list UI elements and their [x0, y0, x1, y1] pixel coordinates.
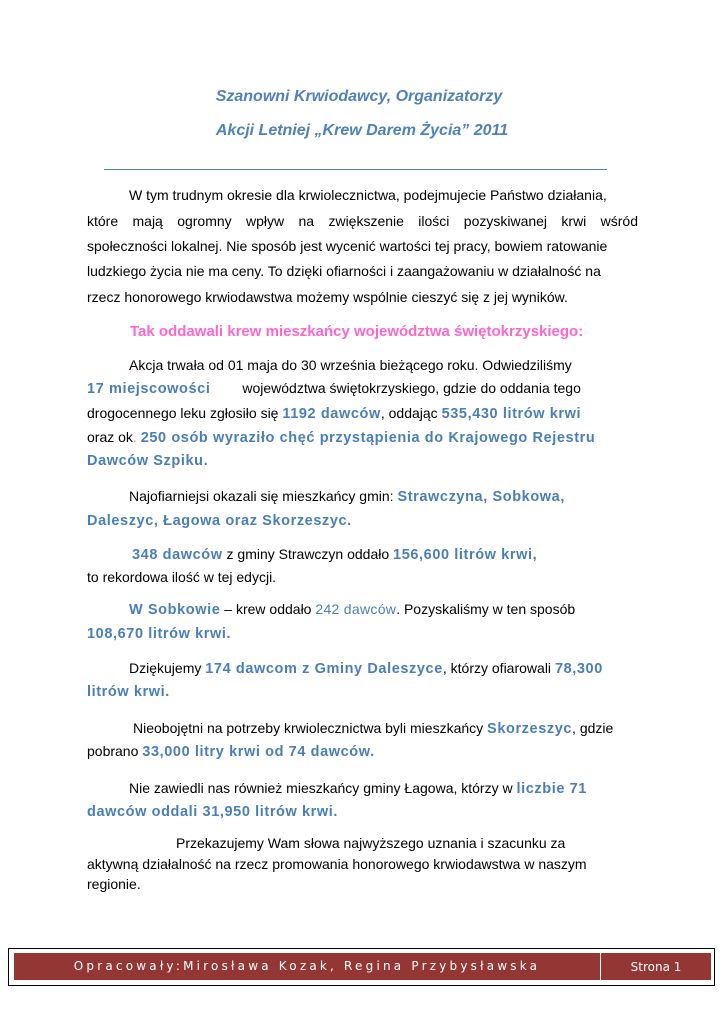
p6-line-2: pobrano 33,000 litry krwi od 74 dawców.: [87, 743, 375, 760]
intro-line-4: ludzkiego życia nie ma ceny. To dzięki ofiarności i zaangażowaniu w działalność na: [87, 263, 601, 279]
highlight-strawczyn-donors: 348 dawców: [132, 547, 223, 563]
p7-line-2: dawców oddali 31,950 litrów krwi.: [87, 804, 339, 820]
title-divider: [104, 169, 607, 170]
highlight-daleszyce: 174 dawcom z Gminy Daleszyce: [205, 661, 443, 677]
section-subtitle: Tak oddawali krew mieszkańcy województwa świętokrzyskiego:: [130, 323, 584, 340]
p1-line-1: Akcja trwała od 01 maja do 30 września bieżącego roku. Odwiedziliśmy: [129, 357, 572, 373]
title-line-2: Akcji Letniej „Krew Darem Życia” 2011: [215, 122, 509, 139]
highlight-localities: 17 miejscowości: [87, 381, 211, 397]
p3-line-1: 348 dawców z gminy Strawczyn oddało 156,600 litrów krwi,: [132, 546, 538, 563]
highlight-liters: 535,430 litrów krwi: [441, 406, 582, 422]
intro-line-2: które mają ogromny wpływ na zwiększenie ilości pozyskiwanej krwi wśród: [87, 213, 638, 229]
intro-line-1: W tym trudnym okresie dla krwiolecznictwa, podejmujecie Państwo działania,: [129, 187, 607, 203]
p1-line-2: 17 miejscowości województwa świętokrzyskiego, gdzie do oddania tego: [87, 380, 581, 397]
highlight-daleszyce-liters: 78,300: [554, 661, 603, 677]
p5-line-2: litrów krwi.: [87, 684, 170, 700]
highlight-sobkow: W Sobkowie: [129, 602, 221, 618]
p4-line-1: W Sobkowie – krew oddało 242 dawców. Pozyskaliśmy w ten sposób: [129, 601, 576, 618]
p7-line-1: Nie zawiedli nas również mieszkańcy gminy Łagowa, którzy w liczbie 71: [129, 780, 587, 797]
title-line-1: Szanowni Krwiodawcy, Organizatorzy: [215, 88, 503, 105]
p3-line-2: to rekordowa ilość w tej edycji.: [87, 569, 277, 585]
closing-line-2: aktywną działalność na rzecz promowania honorowego krwiodawstwa w naszym: [87, 856, 587, 872]
closing-line-1: Przekazujemy Wam słowa najwyższego uznania i szacunku za: [176, 835, 566, 851]
intro-line-3: społeczności lokalnej. Nie sposób jest wycenić wartości tej pracy, bowiem ratowanie: [87, 238, 608, 254]
p2-line-2: Daleszyc, Łagowa oraz Skorzeszyc.: [87, 513, 352, 529]
footer-authors: Opracowały:Mirosława Kozak, Regina Przybysławska: [14, 953, 601, 980]
footer-bar: [14, 953, 711, 980]
intro-line-5: rzecz honorowego krwiodawstwa możemy wspólnie cieszyć się z jej wyników.: [87, 289, 568, 305]
highlight-lagow: liczbie 71: [516, 781, 587, 797]
p1-line-4: oraz ok. 250 osób wyraziło chęć przystąpienia do Krajowego Rejestru: [87, 429, 596, 446]
closing-line-3: regionie.: [87, 876, 141, 892]
p1-line-5: Dawców Szpiku.: [87, 453, 209, 469]
page-number: Strona 1: [630, 959, 682, 974]
highlight-skorzeszyc-liters: 33,000 litry krwi od 74 dawców.: [142, 744, 375, 760]
highlight-strawczyn-liters: 156,600 litrów krwi,: [393, 547, 538, 563]
highlight-donors: 1192 dawców: [282, 406, 381, 422]
p2-line-1: Najofiarniejsi okazali się mieszkańcy gmin: Strawczyna, Sobkowa,: [129, 488, 565, 505]
highlight-registry: 250 osób wyraziło chęć przystąpienia do Krajowego Rejestru: [140, 430, 596, 446]
p1-line-3: drogocennego leku zgłosiło się 1192 dawców, oddając 535,430 litrów krwi: [87, 405, 582, 422]
p5-line-1: Dziękujemy 174 dawcom z Gminy Daleszyce, którzy ofiarowali 78,300: [129, 660, 603, 677]
highlight-municipalities: Strawczyna, Sobkowa,: [397, 489, 565, 505]
highlight-skorzeszyc: Skorzeszyc: [487, 721, 573, 737]
p6-line-1: Nieobojętni na potrzeby krwiolecznictwa byli mieszkańcy Skorzeszyc, gdzie: [133, 720, 614, 737]
highlight-sobkow-donors: 242 dawców: [315, 601, 397, 617]
p4-line-2: 108,670 litrów krwi.: [87, 626, 232, 642]
